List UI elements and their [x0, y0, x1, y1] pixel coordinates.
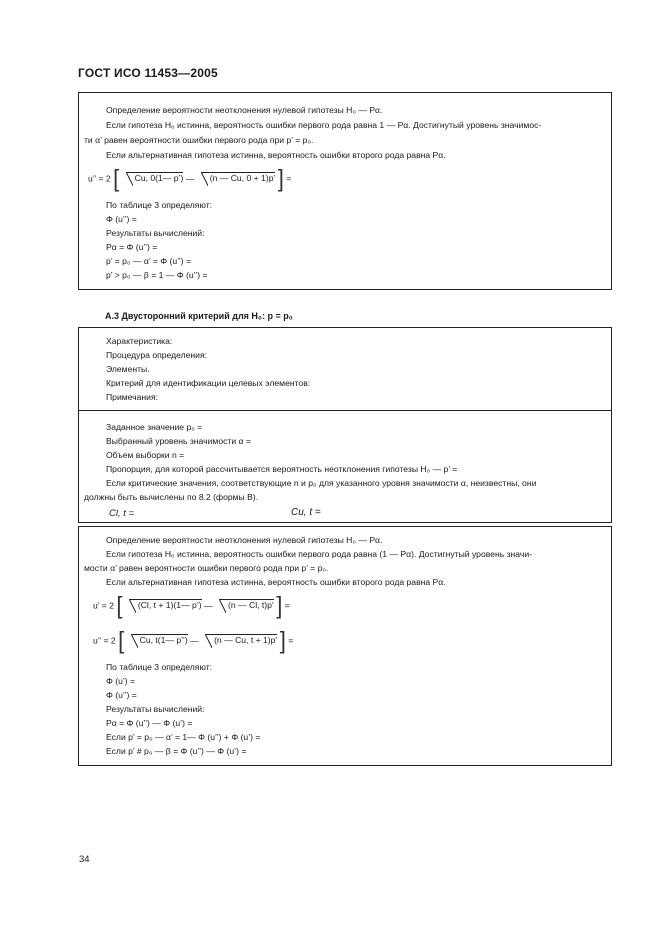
section-title: А.3 Двусторонний критерий для H₀: p = p₀	[105, 311, 293, 321]
text-line: Выбранный уровень значимости α =	[106, 436, 251, 446]
box-two-sided-result	[78, 526, 612, 766]
bracket-left: [	[116, 591, 123, 620]
document-header: ГОСТ ИСО 11453—2005	[78, 66, 218, 80]
text-line: Результаты вычислений:	[106, 228, 205, 238]
text-line: Характеристика:	[106, 336, 173, 346]
formula-equals: =	[284, 600, 290, 611]
bracket-left: [	[113, 164, 120, 193]
bracket-right: ]	[277, 164, 284, 193]
text-line: Пропорция, для которой рассчитывается вероятность неотклонения гипотезы H₀ — p’ =	[106, 464, 458, 474]
text-line: p’ > p₀ — β = 1 — Φ (u’’) =	[106, 270, 208, 280]
text-line: По таблице 3 определяют:	[106, 200, 213, 210]
text-line: Pα = Φ (u’’) =	[106, 242, 158, 252]
text-line: Критерий для идентификации целевых элементов:	[106, 378, 311, 388]
formula-minus: —	[204, 600, 213, 611]
text-line: По таблице 3 определяют:	[106, 662, 213, 672]
text-line: ти α’ равен вероятности ошибки первого рода при p’ = p₀.	[84, 135, 314, 145]
text-line: Если p’ = p₀ — α’ = 1— Φ (u’’) + Φ (u’) =	[106, 732, 261, 742]
bracket-right: ]	[276, 591, 283, 620]
formula-u-prime	[93, 591, 290, 620]
sqrt-term: (Cl, t + 1)(1— p’)	[129, 599, 202, 610]
formula-lhs: u’’ = 2	[88, 173, 111, 184]
text-line: Pα = Φ (u’’) — Φ (u’) =	[106, 718, 193, 728]
divider	[79, 410, 611, 411]
text-line: должны быть вычислены по 8.2 (формы В).	[84, 492, 259, 502]
text-line: Примечания:	[106, 392, 159, 402]
critical-value-upper: Cu, t =	[291, 507, 321, 518]
critical-value-lower: Cl, t =	[109, 508, 135, 519]
sqrt-term: Cu, t(1— p’’)	[131, 634, 188, 645]
text-line: Определение вероятности неотклонения нулевой гипотезы H₀ — Pα.	[106, 105, 383, 115]
sqrt-term: (n — Cu, t + 1)p’	[205, 634, 277, 645]
text-line: Если альтернативная гипотеза истинна, вероятность ошибки второго рода равна Pα.	[106, 577, 446, 587]
text-line: Процедура определения:	[106, 350, 208, 360]
text-line: Объем выборки n =	[106, 450, 185, 460]
bracket-right: ]	[279, 626, 286, 655]
sqrt-term: (n — Cl, t)p’	[219, 599, 274, 610]
formula-minus: —	[190, 635, 199, 646]
text-line: Если альтернативная гипотеза истинна, вероятность ошибки второго рода равна Pα.	[106, 150, 446, 160]
text-line: Результаты вычислений:	[106, 704, 205, 714]
text-line: Φ (u’) =	[106, 676, 136, 686]
text-line: Если критические значения, соответствующие n и p₀ для указанного уровня значимости α, неизвестны, они	[106, 478, 537, 488]
text-line: p’ = p₀ — α’ = Φ (u’’) =	[106, 256, 192, 266]
sqrt-term: (n — Cu, 0 + 1)p’	[201, 172, 276, 183]
text-line: Если p’ # p₀ — β = Φ (u’’) — Φ (u’) =	[106, 746, 247, 756]
formula-equals: =	[286, 173, 292, 184]
formula-u-double-prime	[88, 164, 292, 193]
text-line: мости α’ равен вероятности ошибки первого рода при p’ = p₀.	[84, 563, 329, 573]
text-line: Элементы.	[106, 364, 150, 374]
formula-lhs: u’ = 2	[93, 600, 114, 611]
formula-lhs: u’’ = 2	[93, 635, 116, 646]
box-two-sided-input	[78, 327, 612, 523]
text-line: Если гипотеза H₀ истинна, вероятность ошибки первого рода равна 1 — Pα. Достигнутый уровень значимос-	[106, 120, 542, 130]
text-line: Определение вероятности неотклонения нулевой гипотезы H₀ — Pα.	[106, 535, 383, 545]
text-line: Φ (u’’) =	[106, 214, 137, 224]
formula-u-double-prime	[93, 626, 294, 655]
text-line: Если гипотеза H₀ истинна, вероятность ошибки первого рода равна (1 — Pα). Достигнутый уровень значи-	[106, 549, 533, 559]
box-one-sided-result	[78, 92, 612, 290]
text-line: Φ (u’’) =	[106, 690, 137, 700]
bracket-left: [	[118, 626, 125, 655]
formula-minus: —	[185, 173, 195, 184]
formula-equals: =	[288, 635, 294, 646]
text-line: Заданное значение p₀ =	[106, 422, 203, 432]
page-number: 34	[79, 854, 90, 865]
sqrt-term: Cu, 0(1— p’)	[126, 172, 184, 183]
